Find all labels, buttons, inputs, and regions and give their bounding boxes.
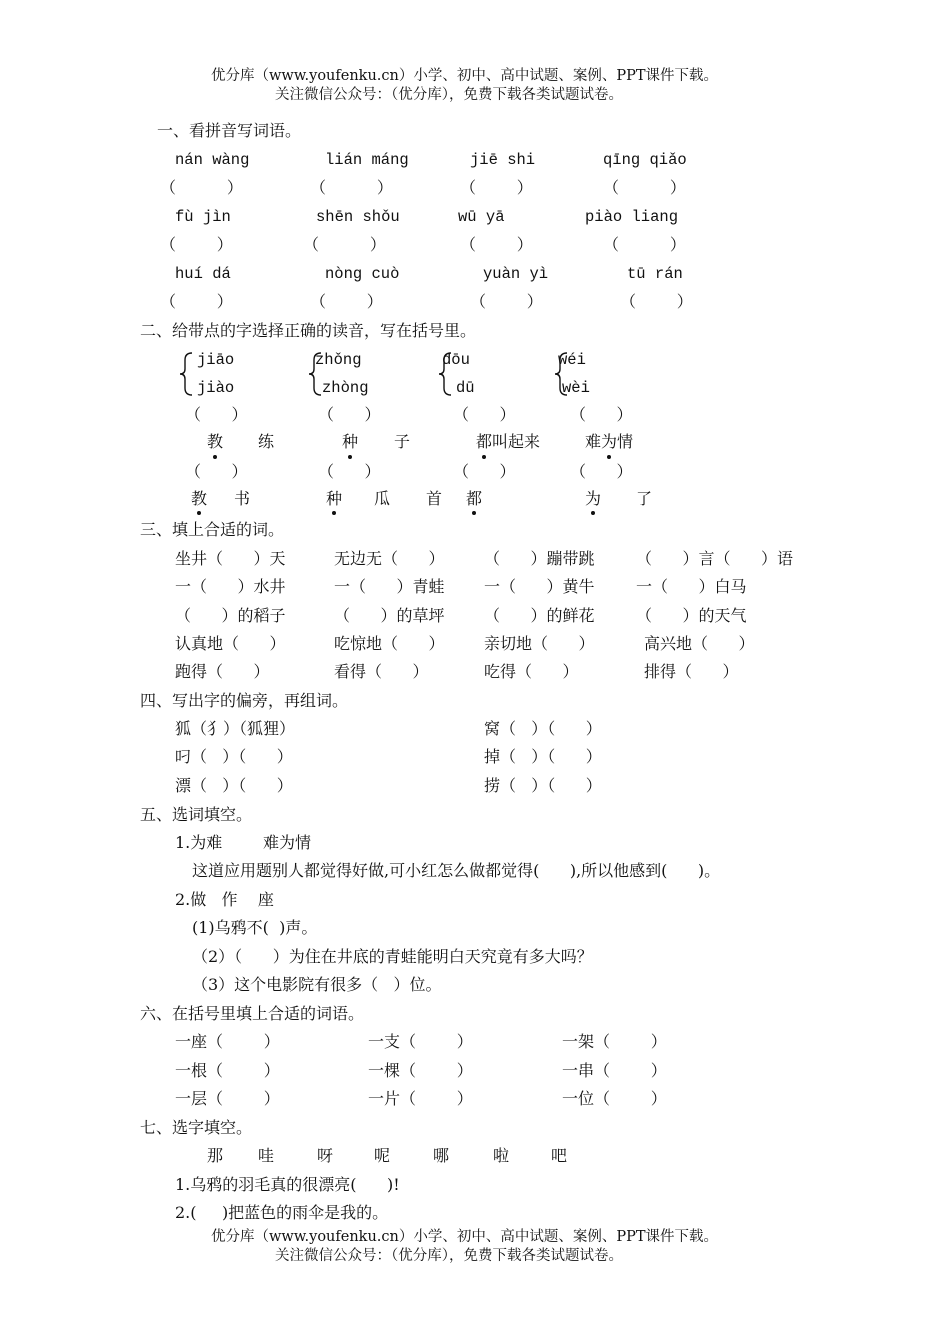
section-3-title: 三、填上合适的词。 [140, 520, 285, 539]
reading-option: wéi [558, 351, 586, 369]
answer-paren[interactable]: （ ） [470, 292, 543, 311]
section-2-title: 二、给带点的字选择正确的读音，写在括号里。 [140, 321, 477, 340]
measure-item[interactable]: 一片（ ） [368, 1089, 473, 1108]
choice-words: 2.做 作 座 [175, 890, 274, 909]
header-line-1: 优分库（www.youfenku.cn）小学、初中、高中试题、案例、PPT课件下载。 [211, 68, 719, 84]
fill-item[interactable]: 一（ ）白马 [636, 577, 747, 596]
question-text[interactable]: 这道应用题别人都觉得好做,可小红怎么做都觉得( ),所以他感到( )。 [192, 861, 721, 880]
choice-char: 那 [207, 1146, 224, 1165]
header-line-2: 关注微信公众号：（优分库），免费下载各类试题试卷。 [275, 87, 623, 103]
word-char: 种 [326, 489, 343, 508]
emphasis-dot [591, 511, 595, 515]
fill-item[interactable]: （ ）蹦带跳 [484, 549, 595, 568]
fill-item[interactable]: （ ）言（ ）语 [636, 549, 794, 568]
choice-char: 啦 [493, 1146, 510, 1165]
fill-item[interactable]: 吃惊地（ ） [334, 634, 445, 653]
reading-option: zhǒng [315, 351, 362, 369]
radical-item[interactable]: 漂（ ）（ ） [175, 776, 293, 795]
section-1-title: 一、看拼音写词语。 [157, 121, 302, 140]
section-5-title: 五、选词填空。 [140, 805, 253, 824]
question-text[interactable]: 2.( )把蓝色的雨伞是我的。 [175, 1203, 389, 1222]
answer-paren[interactable]: （ ） [160, 178, 243, 197]
choice-char: 呢 [374, 1146, 391, 1165]
measure-item[interactable]: 一串（ ） [562, 1061, 667, 1080]
word: 都叫起来 [476, 432, 541, 451]
answer-paren[interactable]: （ ） [318, 405, 381, 424]
measure-item[interactable]: 一架（ ） [562, 1032, 667, 1051]
fill-item[interactable]: （ ）的鲜花 [484, 606, 595, 625]
answer-paren[interactable]: （ ） [453, 462, 516, 481]
answer-paren[interactable]: （ ） [460, 235, 533, 254]
measure-item[interactable]: 一层（ ） [175, 1089, 280, 1108]
pinyin-12: tū rán [627, 265, 683, 283]
fill-item[interactable]: 一（ ）黄牛 [484, 577, 595, 596]
fill-item[interactable]: 认真地（ ） [175, 634, 286, 653]
word: 难为情 [585, 432, 634, 451]
choice-char: 呀 [317, 1146, 334, 1165]
answer-paren[interactable]: （ ） [460, 178, 533, 197]
pinyin-10: nòng cuò [325, 265, 400, 283]
word-char: 教 [207, 432, 224, 451]
pinyin-5: fù jìn [175, 208, 231, 226]
reading-option: jiào [197, 379, 235, 397]
footer-line-2: 关注微信公众号：（优分库），免费下载各类试题试卷。 [275, 1248, 623, 1264]
emphasis-dot [607, 455, 611, 459]
section-6-title: 六、在括号里填上合适的词语。 [140, 1004, 365, 1023]
emphasis-dot [482, 455, 486, 459]
measure-item[interactable]: 一座（ ） [175, 1032, 280, 1051]
fill-item[interactable]: 排得（ ） [644, 662, 739, 681]
answer-paren[interactable]: （ ） [303, 235, 386, 254]
answer-paren[interactable]: （ ） [310, 178, 393, 197]
choice-char: 哇 [258, 1146, 275, 1165]
measure-item[interactable]: 一棵（ ） [368, 1061, 473, 1080]
question-text[interactable]: （2）（ ）为住在井底的青蛙能明白天究竟有多大吗？ [192, 947, 593, 966]
reading-option: jiāo [197, 351, 235, 369]
radical-item[interactable]: 叼（ ）（ ） [175, 747, 293, 766]
pinyin-3: jiē shi [470, 151, 536, 169]
measure-item[interactable]: 一根（ ） [175, 1061, 280, 1080]
emphasis-dot [197, 511, 201, 515]
word-char: 种 [342, 432, 359, 451]
answer-paren[interactable]: （ ） [603, 235, 686, 254]
word-char: 书 [234, 489, 251, 508]
fill-item[interactable]: （ ）的草坪 [334, 606, 445, 625]
word-char: 为 [585, 489, 602, 508]
answer-paren[interactable]: （ ） [318, 462, 381, 481]
word-char: 都 [466, 489, 483, 508]
answer-paren[interactable]: （ ） [160, 235, 233, 254]
fill-item[interactable]: 看得（ ） [334, 662, 429, 681]
pinyin-7: wū yā [458, 208, 505, 226]
pinyin-1: nán wàng [175, 151, 250, 169]
radical-item[interactable]: 捞（ ）（ ） [484, 776, 602, 795]
pinyin-11: yuàn yì [483, 265, 549, 283]
emphasis-dot [213, 455, 217, 459]
reading-option: dū [456, 379, 475, 397]
answer-paren[interactable]: （ ） [603, 178, 686, 197]
answer-paren[interactable]: （ ） [570, 405, 633, 424]
fill-item[interactable]: （ ）的天气 [636, 606, 747, 625]
word-char: 教 [191, 489, 208, 508]
word-char: 练 [258, 432, 275, 451]
fill-item[interactable]: （ ）的稻子 [175, 606, 286, 625]
emphasis-dot [472, 511, 476, 515]
radical-item[interactable]: 掉（ ）（ ） [484, 747, 602, 766]
fill-item[interactable]: 跑得（ ） [175, 662, 270, 681]
reading-option: zhòng [322, 379, 369, 397]
measure-item[interactable]: 一位（ ） [562, 1089, 667, 1108]
section-7-title: 七、选字填空。 [140, 1118, 253, 1137]
fill-item[interactable]: 一（ ）水井 [175, 577, 286, 596]
pinyin-2: lián máng [325, 151, 409, 169]
pinyin-9: huí dá [175, 265, 231, 283]
pinyin-4: qīng qiǎo [603, 151, 687, 169]
pinyin-6: shēn shǒu [316, 208, 400, 226]
word-char: 子 [394, 432, 411, 451]
pinyin-8: piào liang [585, 208, 679, 226]
choice-char: 哪 [433, 1146, 450, 1165]
question-text[interactable]: （3）这个电影院有很多（ ）位。 [192, 975, 442, 994]
answer-paren[interactable]: （ ） [570, 462, 633, 481]
fill-item[interactable]: 坐井（ ）天 [175, 549, 286, 568]
radical-item[interactable]: 窝（ ）（ ） [484, 719, 602, 738]
emphasis-dot [332, 511, 336, 515]
section-4-title: 四、写出字的偏旁，再组词。 [140, 691, 349, 710]
answer-paren[interactable]: （ ） [185, 405, 248, 424]
fill-item[interactable]: 吃得（ ） [484, 662, 579, 681]
reading-option: wèi [562, 379, 590, 397]
answer-paren[interactable]: （ ） [310, 292, 383, 311]
word-char: 瓜 [374, 489, 391, 508]
answer-paren[interactable]: （ ） [620, 292, 693, 311]
emphasis-dot [348, 455, 352, 459]
word-char: 了 [636, 489, 653, 508]
answer-paren[interactable]: （ ） [185, 462, 248, 481]
answer-paren[interactable]: （ ） [160, 292, 233, 311]
question-text[interactable]: 1.乌鸦的羽毛真的很漂亮( )! [175, 1175, 400, 1194]
fill-item[interactable]: 一（ ）青蛙 [334, 577, 445, 596]
question-text[interactable]: (1)乌鸦不( )声。 [192, 918, 318, 937]
answer-paren[interactable]: （ ） [453, 405, 516, 424]
measure-item[interactable]: 一支（ ） [368, 1032, 473, 1051]
radical-item[interactable]: 狐（犭）（狐狸） [175, 719, 296, 738]
word-char: 首 [426, 489, 443, 508]
fill-item[interactable]: 无边无（ ） [334, 549, 445, 568]
reading-option: dōu [442, 351, 470, 369]
choice-words: 1.为难 难为情 [175, 833, 311, 852]
fill-item[interactable]: 高兴地（ ） [644, 634, 755, 653]
fill-item[interactable]: 亲切地（ ） [484, 634, 595, 653]
choice-char: 吧 [551, 1146, 568, 1165]
footer-line-1: 优分库（www.youfenku.cn）小学、初中、高中试题、案例、PPT课件下载。 [211, 1229, 719, 1245]
brace-icon [178, 352, 194, 396]
